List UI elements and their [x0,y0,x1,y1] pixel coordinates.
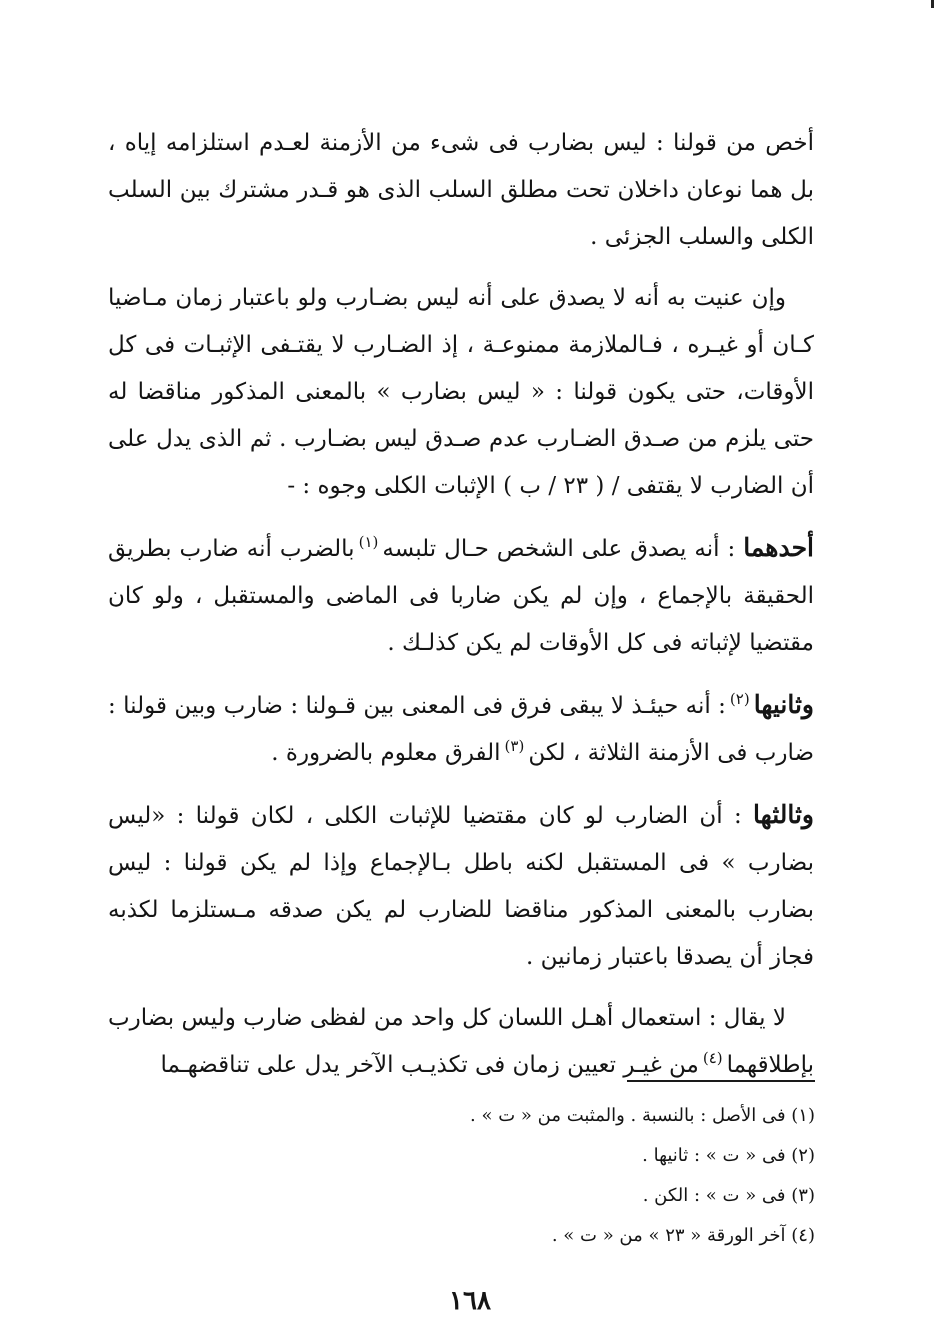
footnote-ref-1: (١) [358,533,379,552]
paragraph-text: الفرق معلوم بالضرورة . [271,740,501,766]
paragraph-3 [108,524,814,667]
paragraph-text: : أنه يصدق على الشخص حـال تلبسه [382,536,744,562]
paragraph-text: : أن الضارب لو كان مقتضيا للإثبات الكلى ، لكان قولنا : «ليس بضارب » فى المستقبل لكنه باطل بـالإجماع وإذا لم يكن قولنا : ليس بضارب بالمعنى المذكور مناقضا للضارب لم يكن صدقه مـستلزما لكذبه فجاز أن يصدقا باعتبار زمانين . [108,803,814,970]
paragraph-text: لا يقال : استعمال أهـل اللسان كل واحد من لفظى ضارب وليس بضارب بإطلاقهما [108,1005,814,1078]
footnote-ref-4: (٤) [702,1049,723,1068]
corner-mark [931,0,934,8]
paragraph-text: : أنه حيئـذ لا يبقى فرق فى المعنى بين قـولنا : ضارب وبين قولنا : ضارب فى الأزمنة الثلاثة ، لكن [108,693,814,766]
footnotes [300,1096,815,1256]
footnote-ref-3: (٣) [504,737,525,756]
paragraph-2 [108,275,814,510]
footnote-2: (٢) فى « ت » : ثانيها . [642,1145,815,1166]
footnote-ref-2: (٢) [729,690,750,709]
main-text [108,120,814,1103]
paragraph-lead: وثانيها [753,690,814,719]
paragraph-4 [108,681,814,777]
paragraph-lead: وثالثها [753,800,814,829]
paragraph-6 [108,995,814,1089]
paragraph-text: أخص من قولنا : ليس بضارب فى شىء من الأزمنة لعـدم استلزامه إياه ، بل هما نوعان داخلان تحت مطلق السلب الذى هو قـدر مشترك بين السلب الكلى والسلب الجزئى . [108,130,814,250]
paragraph-text: من غيـر تعيين زمان فى تكذيـب الآخر يدل على تناقضهـما [160,1052,699,1078]
paragraph-text: وإن عنيت به أنه لا يصدق على أنه ليس بضـارب ولو باعتبار زمان مـاضيا كـان أو غيـره ، فـالملازمة ممنوعـة ، إذ الضـارب لا يقتـفى الإثبـات فى كل الأوقات، حتى يكون قولنا : « ليس بضارب » بالمعنى المذكور مناقضا له حتى يلزم من صـدق الضـارب عدم صـدق ليس بضـارب . ثم الذى يدل على أن الضارب لا يقتفى / ( ٢٣ / ب ) الإثبات الكلى وجوه : - [108,285,814,499]
footnote-3: (٣) فى « ت » : الكن . [642,1185,815,1206]
page-number: ١٦٨ [449,1286,491,1316]
paragraph-lead: أحدهما [743,533,814,562]
paragraph-5 [108,791,814,981]
paragraph-1 [108,120,814,261]
paragraph-text: بالضرب أنه ضارب بطريق الحقيقة بالإجماع ، وإن لم يكن ضاربا فى الماضى والمستقبل ، ولو كان مقتضيا لإثباته فى كل الأوقات لم يكن كذلـك . [108,536,814,656]
footnote-1: (١) فى الأصل : بالنسبة . والمثبت من « ت » . [470,1105,815,1126]
footnote-4: (٤) آخر الورقة « ٢٣ » من « ت » . [551,1225,815,1246]
footnote-separator [627,1080,815,1082]
